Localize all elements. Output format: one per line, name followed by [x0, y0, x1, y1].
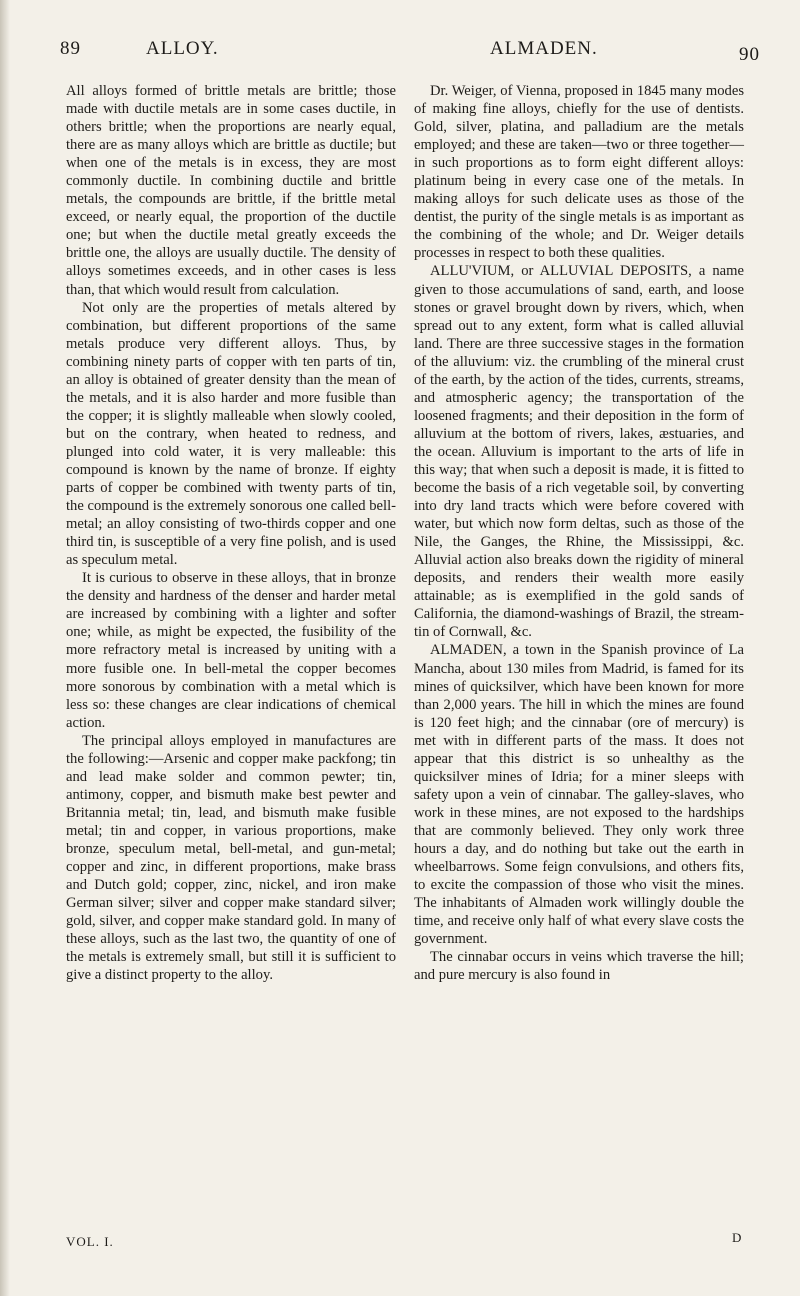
- left-page-number: 89: [60, 38, 81, 59]
- left-text-column: [66, 82, 396, 1249]
- running-header: [60, 38, 760, 68]
- page-gutter-shadow: [0, 0, 10, 1296]
- left-running-title: ALLOY.: [146, 38, 219, 59]
- signature-mark: D: [732, 1230, 742, 1245]
- paragraph: All alloys formed of brittle metals are brittle; those made with ductile metals are in some cases ductile, in others brittle; when the proportions are nearly equal, there are as many alloys which are brittle as ductile; but when one of the metals is in excess, they are most commonly ductile. In combining ductile and brittle metals, the compounds are brittle, if the brittle metal exceed, or nearly equal, the proportion of the ductile one; but when the ductile metal greatly exceeds the brittle one, the alloys are usually ductile. The density of alloys sometimes exceeds, and in other cases is less than, that which would result from calculation.: [66, 83, 396, 298]
- paragraph: ALMADEN, a town in the Spanish province of La Mancha, about 130 miles from Madrid, is famed for its mines of quicksilver, which have been known for more than 2,000 years. The hill in which the mines are found is 120 feet high; and the cinnabar (ore of mercury) is met with in different parts of the mass. It does not appear that this district is so unhealthy as the quicksilver mines of Idria; for a miner sleeps with safety upon a vein of cinnabar. The galley-slaves, who work in these mines, are not exposed to the hardships that are commonly believed. They only work three hours a day, and do nothing but take out the earth in wheelbarrows. Some feign convulsions, and others fits, to excite the compassion of those who visit the mines. The inhabitants of Almaden work willingly double the time, and receive only half of what every slave costs the government.: [414, 642, 744, 948]
- paragraph: ALLU'VIUM, or ALLUVIAL DEPOSITS, a name given to those accumulations of sand, earth, and loose stones or gravel brought down by rivers, which, when spread out to any extent, form what is called alluvial land. There are three successive stages in the formation of the alluvium: viz. the crumbling of the mineral crust of the earth, by the action of the tides, currents, streams, and atmospheric agency; the transportation of the loosened fragments; and their deposition in the form of alluvium at the bottom of rivers, lakes, æstuaries, and the ocean. Alluvium is important to the arts of life in this way; that when such a deposit is made, it is fitted to become the basis of a rich vegetable soil, by converting into dry land tracts which were before covered with water, but which now form deltas, such as those of the Nile, the Ganges, the Rhine, the Mississippi, &c. Alluvial action also breaks down the rigidity of mineral deposits, and renders their wealth more easily attainable; as is exemplified in the gold sands of California, the diamond-washings of Brazil, the stream-tin of Cornwall, &c.: [414, 263, 744, 641]
- volume-footer: VOL. I.: [66, 1234, 114, 1249]
- right-running-title: ALMADEN.: [490, 38, 598, 59]
- right-text-column: [414, 82, 744, 984]
- paragraph: The principal alloys employed in manufactures are the following:—Arsenic and copper make packfong; tin and lead make solder and common pewter; tin, antimony, copper, and bismuth make best pewter and Britannia metal; tin, lead, and bismuth make fusible metal; tin and copper, in various proportions, make bronze, speculum metal, bell-metal, and gun-metal; copper and zinc, in different proportions, make brass and Dutch gold; copper, zinc, nickel, and iron make German silver; silver and copper make standard silver; gold, silver, and copper make standard gold. In many of these alloys, such as the last two, the quantity of one of the metals is extremely small, but still it is sufficient to give a distinct property to the alloy.: [66, 732, 396, 984]
- paragraph: The cinnabar occurs in veins which traverse the hill; and pure mercury is also found in: [414, 949, 744, 984]
- paragraph: It is curious to observe in these alloys, that in bronze the density and hardness of the denser and harder metal are increased by combining with a lighter and softer one; while, as might be expected, the fusibility of the more refractory metal is increased by uniting with a more fusible one. In bell-metal the copper becomes more sonorous by combination with a metal which is less so: these changes are clear indications of chemical action.: [66, 570, 396, 731]
- paragraph: Not only are the properties of metals altered by combination, but different proportions of the same metals produce very different alloys. Thus, by combining ninety parts of copper with ten parts of tin, an alloy is obtained of greater density than the mean of the metals, and it is also harder and more fusible than the copper; it is slightly malleable when slowly cooled, but on the contrary, when heated to redness, and plunged into cold water, it is very malleable: this compound is known by the name of bronze. If eighty parts of copper be combined with twenty parts of tin, the compound is the extremely sonorous one called bell-metal; an alloy consisting of two-thirds copper and one third tin, is susceptible of a very fine polish, and is used as speculum metal.: [66, 299, 396, 569]
- right-page-number: 90: [739, 44, 760, 65]
- paragraph: Dr. Weiger, of Vienna, proposed in 1845 many modes of making fine alloys, chiefly for the use of dentists. Gold, silver, platina, and palladium are the metals employed; and these are taken—two or three together—in such proportions as to form eight different alloys: platinum being in every case one of the metals. In making alloys for such delicate uses as those of the dentist, the purity of the single metals is as important as the combining of the whole; and Dr. Weiger details processes in respect to both these qualities.: [414, 83, 744, 262]
